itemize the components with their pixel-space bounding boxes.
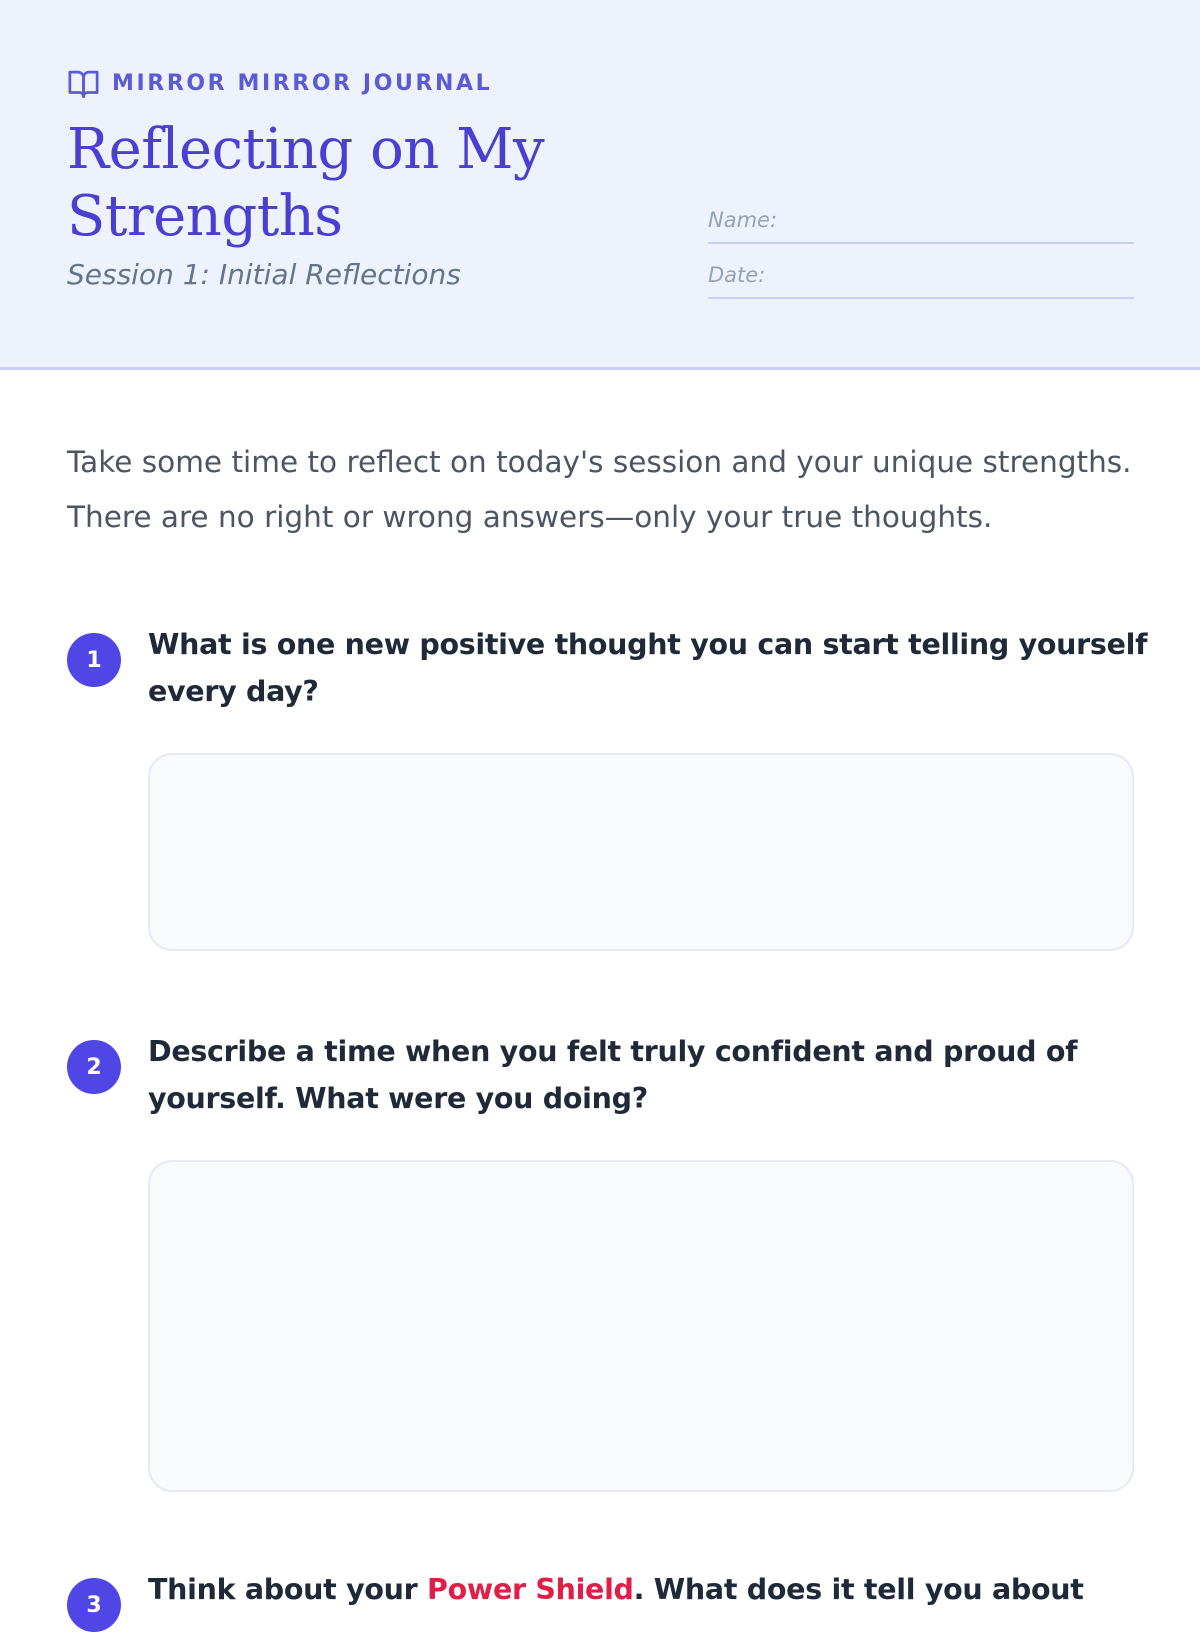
journal-header [0, 0, 1200, 370]
session-subtitle: Session 1: Initial Reflections [67, 258, 461, 291]
power-shield-highlight: Power Shield [427, 1573, 634, 1606]
question-text-end: . What does it tell you about [633, 1573, 1084, 1606]
question-text-start: Think about your [148, 1573, 428, 1606]
question-number-badge: 2 [67, 1040, 121, 1094]
name-field[interactable] [708, 204, 1134, 244]
answer-box-2[interactable] [148, 1160, 1134, 1492]
question-text [148, 1566, 1148, 1613]
question-number-badge: 3 [67, 1578, 121, 1632]
question-text: What is one new positive thought you can start telling yourself every day? [148, 628, 1148, 708]
question-text: Describe a time when you felt truly confident and proud of yourself. What were you doing? [148, 1035, 1078, 1115]
answer-box-1[interactable] [148, 753, 1134, 951]
brand [67, 68, 492, 98]
name-label: Name: [708, 208, 778, 232]
intro-text: Take some time to reflect on today's session and your unique strengths. There are no right or wrong answers—only your true thoughts. [67, 445, 1132, 534]
brand-label: MIRROR MIRROR JOURNAL [112, 70, 493, 96]
date-field[interactable] [708, 259, 1134, 299]
open-book-icon [67, 68, 100, 98]
date-label: Date: [708, 263, 766, 287]
page-title: Reflecting on My Strengths [67, 117, 545, 249]
question-number-badge: 1 [67, 633, 121, 687]
